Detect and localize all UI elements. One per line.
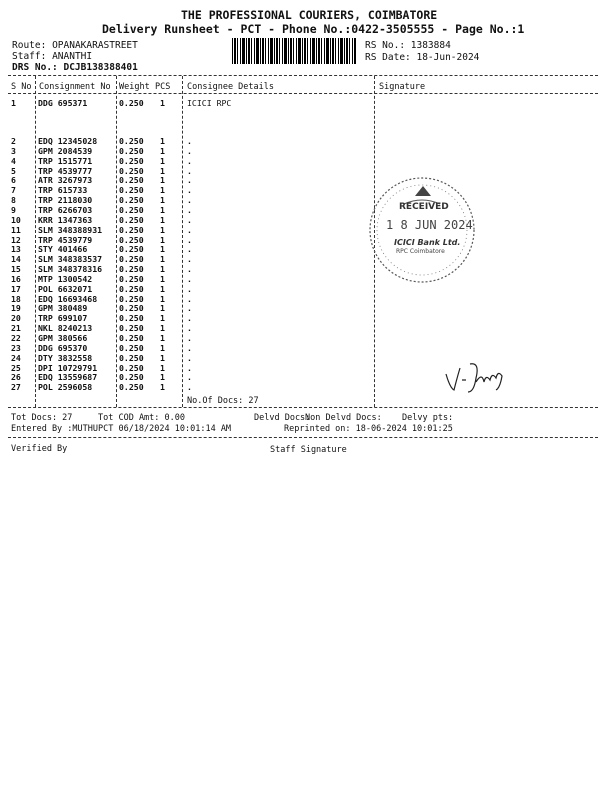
cell-cno: DTY 3832558 <box>38 352 93 363</box>
cell-wt: 0.250 <box>119 254 144 265</box>
route-value: OPANAKARASTREET <box>52 40 138 51</box>
cell-sno: 24 <box>11 352 21 363</box>
cell-details: . <box>187 136 192 146</box>
cell-wt: 0.250 <box>119 155 144 166</box>
cell-wt: 0.250 <box>119 195 144 206</box>
cell-wt: 0.250 <box>119 234 144 245</box>
col-weight: Weight <box>119 82 150 92</box>
cell-cno: KRR 1347363 <box>38 214 93 225</box>
cell-details: . <box>187 352 192 363</box>
cell-details: ICICI RPC <box>187 98 232 108</box>
cell-details: . <box>187 293 192 304</box>
cell-details: . <box>187 342 192 353</box>
cell-sno: 17 <box>11 283 21 294</box>
cell-wt: 0.250 <box>119 352 144 363</box>
cell-wt: 0.250 <box>119 244 144 255</box>
cell-wt: 0.250 <box>119 165 144 176</box>
cell-pcs: 1 <box>160 313 165 324</box>
col-sep-1 <box>35 76 36 407</box>
staff-signature: Staff Signature <box>270 445 347 455</box>
cell-sno: 26 <box>11 372 21 383</box>
cell-pcs: 1 <box>160 293 165 304</box>
cell-pcs: 1 <box>160 165 165 176</box>
cell-cno: STY 401466 <box>38 244 88 255</box>
cell-cno: TRP 1515771 <box>38 155 93 166</box>
cell-sno: 3 <box>11 145 16 156</box>
col-sno: S No <box>11 82 32 92</box>
cell-sno: 22 <box>11 333 21 343</box>
cell-cno: DDG 695371 <box>38 98 88 108</box>
no-of-docs: No.Of Docs: 27 <box>187 396 259 406</box>
cell-details: . <box>187 155 192 166</box>
col-consignee: Consignee Details <box>187 82 274 92</box>
cell-sno: 10 <box>11 214 21 225</box>
cell-wt: 0.250 <box>119 175 144 186</box>
cell-sno: 5 <box>11 165 16 176</box>
cell-sno: 13 <box>11 244 21 255</box>
reprinted-on: Reprinted on: 18-06-2024 10:01:25 <box>284 424 453 434</box>
cell-details: . <box>187 264 192 275</box>
cell-details: . <box>187 323 192 334</box>
cell-sno: 20 <box>11 313 21 324</box>
delvd-docs: Delvd Docs: <box>254 413 311 423</box>
cell-sno: 18 <box>11 293 21 304</box>
cell-details: . <box>187 273 192 284</box>
cell-sno: 19 <box>11 303 21 314</box>
cell-wt: 0.250 <box>119 98 144 108</box>
company-title: THE PROFESSIONAL COURIERS, COIMBATORE <box>181 8 438 22</box>
cell-cno: POL 2596058 <box>38 382 93 393</box>
cell-wt: 0.250 <box>119 145 144 156</box>
received-stamp <box>366 174 478 286</box>
cell-sno: 7 <box>11 185 16 196</box>
non-delvd-docs: Non Delvd Docs: <box>305 413 382 423</box>
cell-details: . <box>187 234 192 245</box>
tot-docs: Tot Docs: 27 <box>11 413 73 423</box>
cell-wt: 0.250 <box>119 293 144 304</box>
cell-cno: TRP 615733 <box>38 185 88 196</box>
cell-pcs: 1 <box>160 195 165 206</box>
stamp-received: RECEIVED <box>399 202 449 212</box>
cell-cno: SLM 348383537 <box>38 254 103 265</box>
cell-wt: 0.250 <box>119 185 144 196</box>
staff-label: Staff: <box>12 51 47 62</box>
cell-sno: 4 <box>11 155 16 166</box>
cell-sno: 14 <box>11 254 21 265</box>
cell-cno: TRP 4539779 <box>38 234 93 245</box>
cell-cno: EDQ 16693468 <box>38 293 98 304</box>
cell-pcs: 1 <box>160 372 165 383</box>
col-sep-2 <box>116 76 117 407</box>
cell-pcs: 1 <box>160 185 165 196</box>
cell-sno: 11 <box>11 224 21 235</box>
rule-header-bottom <box>8 93 598 94</box>
cell-wt: 0.250 <box>119 214 144 225</box>
cell-pcs: 1 <box>160 244 165 255</box>
cell-wt: 0.250 <box>119 136 144 146</box>
staff-value: ANANTHI <box>52 51 93 62</box>
cell-pcs: 1 <box>160 362 165 373</box>
cell-wt: 0.250 <box>119 372 144 383</box>
cell-cno: MTP 1300542 <box>38 273 93 284</box>
col-sep-3 <box>182 76 183 407</box>
cell-details: . <box>187 303 192 314</box>
stamp-date: 1 8 JUN 2024 <box>386 218 473 232</box>
cell-wt: 0.250 <box>119 313 144 324</box>
cell-cno: ATR 3267973 <box>38 175 93 186</box>
cell-cno: EDQ 12345028 <box>38 136 98 146</box>
cell-details: . <box>187 185 192 196</box>
cell-sno: 8 <box>11 195 16 206</box>
cell-wt: 0.250 <box>119 273 144 284</box>
stamp-branch: RPC Coimbatore <box>396 248 445 255</box>
drs-number: DRS No.: DCJB138388401 <box>12 62 138 73</box>
route-label: Route: <box>12 40 47 51</box>
col-signature: Signature <box>379 82 426 92</box>
cell-pcs: 1 <box>160 273 165 284</box>
rule-table-bottom <box>8 407 598 408</box>
cell-wt: 0.250 <box>119 342 144 353</box>
cell-sno: 6 <box>11 175 16 186</box>
cell-cno: EDQ 13559687 <box>38 372 98 383</box>
cell-sno: 15 <box>11 264 21 275</box>
cell-cno: NKL 8240213 <box>38 323 93 334</box>
cell-pcs: 1 <box>160 98 165 108</box>
cell-wt: 0.250 <box>119 303 144 314</box>
cell-pcs: 1 <box>160 264 165 275</box>
cell-details: . <box>187 382 192 393</box>
cell-wt: 0.250 <box>119 362 144 373</box>
cell-sno: 16 <box>11 273 21 284</box>
cell-details: . <box>187 145 192 156</box>
cell-cno: POL 6632071 <box>38 283 93 294</box>
cell-pcs: 1 <box>160 204 165 215</box>
cell-cno: DDG 695370 <box>38 342 88 353</box>
cell-wt: 0.250 <box>119 224 144 235</box>
cell-pcs: 1 <box>160 352 165 363</box>
tot-cod: Tot COD Amt: 0.00 <box>98 413 185 423</box>
handwritten-signature-icon <box>440 358 510 398</box>
cell-pcs: 1 <box>160 333 165 343</box>
stamp-bank: ICICI Bank Ltd. <box>394 238 461 247</box>
cell-pcs: 1 <box>160 145 165 156</box>
cell-pcs: 1 <box>160 254 165 265</box>
cell-cno: TRP 2118030 <box>38 195 93 206</box>
col-pcs: PCS <box>155 82 171 92</box>
cell-pcs: 1 <box>160 234 165 245</box>
cell-details: . <box>187 244 192 255</box>
cell-details: . <box>187 224 192 235</box>
cell-pcs: 1 <box>160 175 165 186</box>
cell-pcs: 1 <box>160 323 165 334</box>
cell-wt: 0.250 <box>119 204 144 215</box>
cell-cno: SLM 348388931 <box>38 224 103 235</box>
cell-cno: GPM 2084539 <box>38 145 93 156</box>
cell-sno: 1 <box>11 98 16 108</box>
cell-wt: 0.250 <box>119 333 144 343</box>
cell-sno: 9 <box>11 204 16 215</box>
cell-pcs: 1 <box>160 382 165 393</box>
cell-pcs: 1 <box>160 224 165 235</box>
rs-number: RS No.: 1383884 <box>365 40 451 51</box>
cell-sno: 12 <box>11 234 21 245</box>
barcode <box>232 38 356 64</box>
cell-details: . <box>187 165 192 176</box>
cell-cno: GPM 380566 <box>38 333 88 343</box>
cell-sno: 27 <box>11 382 21 393</box>
cell-pcs: 1 <box>160 214 165 225</box>
col-consignment: Consignment No <box>39 82 111 92</box>
cell-sno: 25 <box>11 362 21 373</box>
cell-cno: SLM 348378316 <box>38 264 103 275</box>
verified-by: Verified By <box>11 444 68 454</box>
cell-details: . <box>187 204 192 215</box>
cell-pcs: 1 <box>160 155 165 166</box>
cell-pcs: 1 <box>160 136 165 146</box>
cell-pcs: 1 <box>160 283 165 294</box>
entered-by: Entered By :MUTHUPCT 06/18/2024 10:01:14 AM <box>11 424 232 434</box>
cell-sno: 2 <box>11 136 16 146</box>
cell-details: . <box>187 333 192 343</box>
cell-pcs: 1 <box>160 342 165 353</box>
cell-details: . <box>187 362 192 373</box>
rs-date: RS Date: 18-Jun-2024 <box>365 52 480 63</box>
cell-wt: 0.250 <box>119 382 144 393</box>
delvy-pts: Delvy pts: <box>402 413 454 423</box>
cell-wt: 0.250 <box>119 264 144 275</box>
cell-cno: TRP 699107 <box>38 313 88 324</box>
cell-sno: 21 <box>11 323 21 334</box>
rule-footer <box>8 437 598 438</box>
staff-line <box>12 51 92 62</box>
cell-details: . <box>187 313 192 324</box>
cell-details: . <box>187 175 192 186</box>
cell-details: . <box>187 214 192 225</box>
cell-wt: 0.250 <box>119 283 144 294</box>
rule-top <box>8 75 598 76</box>
cell-details: . <box>187 283 192 294</box>
cell-cno: DPI 10729791 <box>38 362 98 373</box>
cell-cno: GPM 380489 <box>38 303 88 314</box>
cell-wt: 0.250 <box>119 323 144 334</box>
cell-cno: TRP 6266703 <box>38 204 93 215</box>
cell-sno: 23 <box>11 342 21 353</box>
cell-cno: TRP 4539777 <box>38 165 93 176</box>
cell-details: . <box>187 254 192 265</box>
cell-details: . <box>187 195 192 206</box>
runsheet-subtitle: Delivery Runsheet - PCT - Phone No.:0422-3505555 - Page No.:1 <box>102 22 525 36</box>
route-line <box>12 40 138 51</box>
cell-details: . <box>187 372 192 383</box>
cell-pcs: 1 <box>160 303 165 314</box>
